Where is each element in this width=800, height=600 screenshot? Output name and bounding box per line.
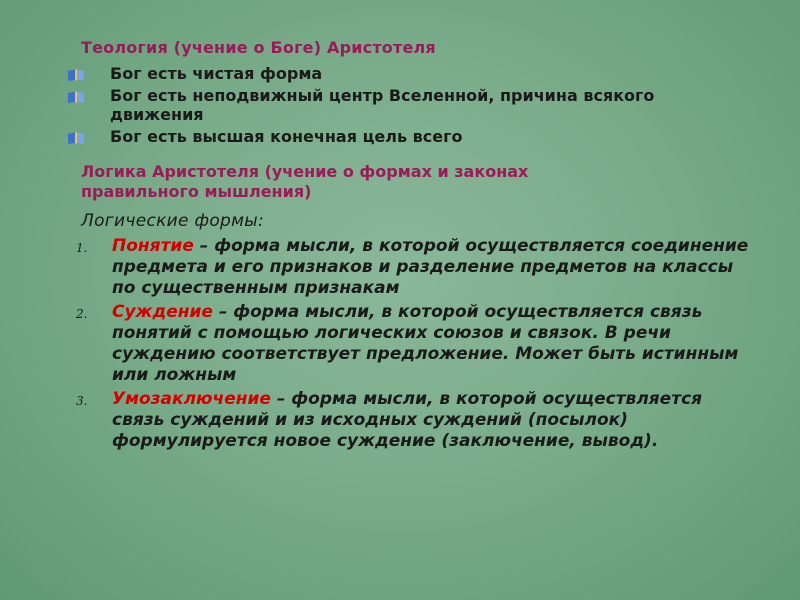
logical-forms-subheading: Логические формы: <box>81 211 264 231</box>
form-definition: форма мысли, в которой осуществляется соединение предмета и его признаков и разделение предметов на классы по существенным признакам <box>112 236 749 298</box>
list-item <box>66 86 706 124</box>
list-number: 2. <box>76 307 88 321</box>
slide-title: Теология (учение о Боге) Аристотеля <box>81 38 436 57</box>
list-item <box>66 64 706 83</box>
list-number: 3. <box>76 394 88 408</box>
form-term: Понятие <box>112 236 194 256</box>
form-definition: форма мысли, в которой осуществляется связь понятий с помощью логических союзов и связок. В речи суждению соответствует предложение. Может быть истинным или ложным <box>112 302 739 385</box>
list-number: 1. <box>76 241 88 255</box>
form-definition: форма мысли, в которой осуществляется связь суждений и из исходных суждений (посылок) формулируется новое суждение (заключение, вывод). <box>112 389 703 451</box>
term-separator: – <box>212 302 234 322</box>
list-item <box>66 127 706 146</box>
bullet-text: Бог есть высшая конечная цель всего <box>110 127 463 146</box>
theology-bullet-list <box>66 64 706 149</box>
list-item <box>76 389 756 452</box>
form-term: Умозаключение <box>112 389 271 409</box>
logic-section-heading: Логика Аристотеля (учение о формах и законах правильного мышления) <box>81 162 529 201</box>
list-item <box>76 236 756 299</box>
term-separator: – <box>270 389 292 409</box>
bullet-text: Бог есть чистая форма <box>110 64 323 83</box>
book-bullet-icon <box>66 130 86 144</box>
list-item <box>76 302 756 386</box>
bullet-text: Бог есть неподвижный центр Вселенной, причина всякого движения <box>110 86 655 124</box>
logical-forms-list <box>76 236 756 455</box>
form-term: Суждение <box>112 302 213 322</box>
term-separator: – <box>193 236 215 256</box>
book-bullet-icon <box>66 67 86 81</box>
book-bullet-icon <box>66 89 86 103</box>
